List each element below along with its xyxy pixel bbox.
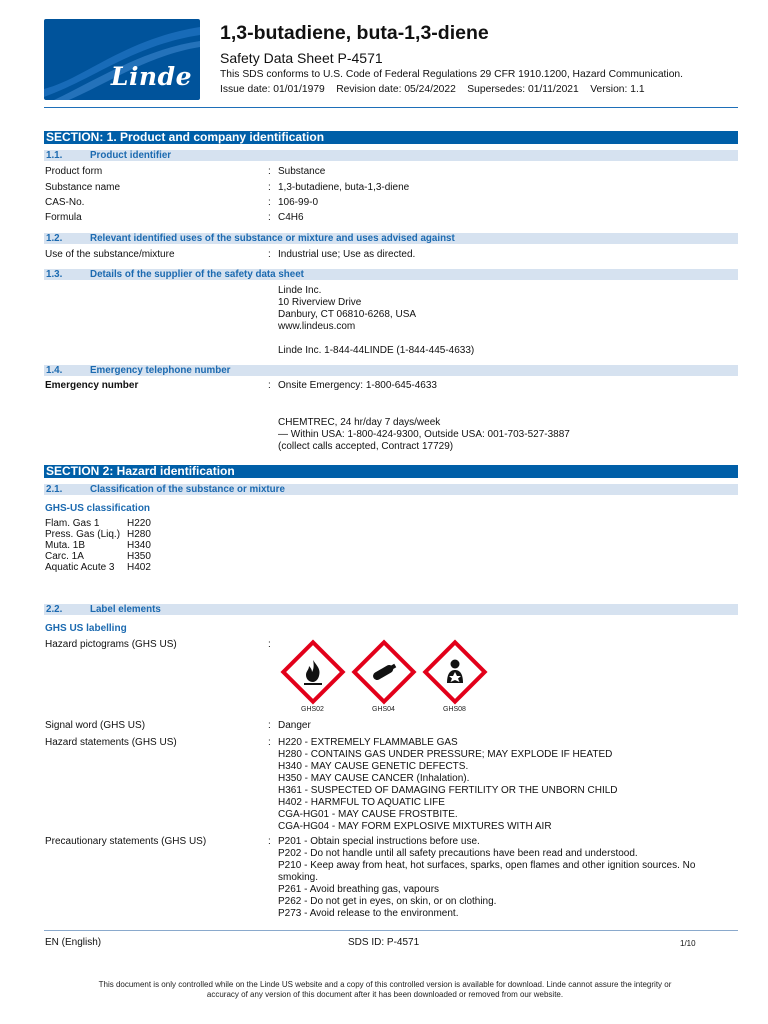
precautionary-statement: P210 - Keep away from heat, hot surfaces, sparks, open flames and other ignition sources. No bbox=[278, 860, 696, 871]
chemtrec-line-1: CHEMTREC, 24 hr/day 7 days/week bbox=[278, 417, 441, 428]
supplier-website: www.lindeus.com bbox=[278, 321, 356, 332]
disclaimer-line: accuracy of any version of this document after it has been downloaded or removed from our website. bbox=[206, 990, 564, 999]
document-subtitle: Safety Data Sheet P-4571 bbox=[220, 50, 383, 66]
precautionary-statement: P202 - Do not handle until all safety precautions have been read and understood. bbox=[278, 848, 638, 859]
subsection-1-1-header bbox=[44, 150, 738, 161]
logo-wordmark: Linde bbox=[110, 62, 192, 91]
subsection-2-2-header bbox=[44, 604, 738, 615]
subsection-number: 2.2. bbox=[46, 604, 63, 615]
section-2-header: SECTION 2: Hazard identification bbox=[44, 465, 738, 478]
supplier-name: Linde Inc. bbox=[278, 285, 322, 296]
emergency-label: Emergency number bbox=[45, 380, 139, 391]
emergency-value: Onsite Emergency: 1-800-645-4633 bbox=[278, 380, 437, 391]
hazard-statement: H220 - EXTREMELY FLAMMABLE GAS bbox=[278, 737, 458, 748]
product-form-label: Product form bbox=[45, 166, 103, 177]
precautionary-statement: P273 - Avoid release to the environment. bbox=[278, 908, 459, 919]
section-1-header: SECTION: 1. Product and company identification bbox=[44, 131, 738, 144]
ghs-labelling-title: GHS US labelling bbox=[45, 623, 127, 634]
colon: : bbox=[268, 720, 271, 731]
subsection-title: Relevant identified uses of the substance or mixture and uses advised against bbox=[90, 233, 455, 244]
subsection-number: 1.4. bbox=[46, 365, 63, 376]
hazard-statement: H402 - HARMFUL TO AQUATIC LIFE bbox=[278, 797, 445, 808]
precautionary-statement: P201 - Obtain special instructions before use. bbox=[278, 836, 480, 847]
linde-logo bbox=[44, 19, 200, 100]
signal-word-value: Danger bbox=[278, 720, 311, 731]
classification-row: Muta. 1B H340 bbox=[45, 540, 151, 551]
precautionary-statement: P262 - Do not get in eyes, on skin, or on clothing. bbox=[278, 896, 497, 907]
pictogram-code: GHS02 bbox=[301, 706, 324, 713]
colon: : bbox=[268, 836, 271, 847]
classification-row: Carc. 1A H350 bbox=[45, 551, 151, 562]
chemtrec-line-2: — Within USA: 1-800-424-9300, Outside USA: 001-703-527-3887 bbox=[278, 429, 570, 440]
colon: : bbox=[268, 737, 271, 748]
formula-label: Formula bbox=[45, 212, 82, 223]
subsection-title: Details of the supplier of the safety data sheet bbox=[90, 269, 304, 280]
flame-icon bbox=[290, 649, 336, 695]
subsection-1-4-header bbox=[44, 365, 738, 376]
use-value: Industrial use; Use as directed. bbox=[278, 249, 416, 260]
subsection-number: 1.3. bbox=[46, 269, 63, 280]
hazard-statement: CGA-HG01 - MAY CAUSE FROSTBITE. bbox=[278, 809, 458, 820]
footer-language: EN (English) bbox=[45, 937, 102, 948]
header-divider bbox=[44, 107, 738, 108]
precautionary-statement: P261 - Avoid breathing gas, vapours bbox=[278, 884, 440, 895]
cas-label: CAS-No. bbox=[45, 197, 85, 208]
cas-value: 106-99-0 bbox=[278, 197, 319, 208]
supplier-city: Danbury, CT 06810-6268, USA bbox=[278, 309, 417, 320]
substance-name-label: Substance name bbox=[45, 182, 121, 193]
subsection-number: 1.2. bbox=[46, 233, 63, 244]
classification-row: Press. Gas (Liq.) H280 bbox=[45, 529, 151, 540]
subsection-title: Classification of the substance or mixture bbox=[90, 484, 285, 495]
substance-name-value: 1,3-butadiene, buta-1,3-diene bbox=[278, 182, 410, 193]
colon: : bbox=[268, 212, 271, 223]
subsection-1-3-header bbox=[44, 269, 738, 280]
hazard-statement: H350 - MAY CAUSE CANCER (Inhalation). bbox=[278, 773, 470, 784]
document-title: 1,3-butadiene, buta-1,3-diene bbox=[220, 22, 489, 44]
colon: : bbox=[268, 182, 271, 193]
use-label: Use of the substance/mixture bbox=[45, 249, 175, 260]
colon: : bbox=[268, 380, 271, 391]
conformance-note: This SDS conforms to U.S. Code of Federal Regulations 29 CFR 1910.1200, Hazard Communication. bbox=[220, 69, 684, 80]
footer-divider bbox=[44, 930, 738, 931]
hazard-statements-label: Hazard statements (GHS US) bbox=[45, 737, 177, 748]
revision-info: Issue date: 01/01/1979 Revision date: 05/24/2022 Supersedes: 01/11/2021 Version: 1.1 bbox=[220, 84, 645, 95]
footer-disclaimer bbox=[60, 980, 710, 1000]
pictogram-code: GHS08 bbox=[443, 706, 466, 713]
hazard-statement: CGA-HG04 - MAY FORM EXPLOSIVE MIXTURES WITH AIR bbox=[278, 821, 552, 832]
subsection-number: 1.1. bbox=[46, 150, 63, 161]
hazard-statement: H280 - CONTAINS GAS UNDER PRESSURE; MAY EXPLODE IF HEATED bbox=[278, 749, 613, 760]
supplier-phone: Linde Inc. 1-844-44LINDE (1-844-445-4633) bbox=[278, 345, 475, 356]
classification-row: Aquatic Acute 3 H402 bbox=[45, 562, 151, 573]
disclaimer-line: This document is only controlled while on the Linde US website and a copy of this controlled version is available for download. Linde cannot assure the integrity or bbox=[98, 980, 672, 989]
subsection-1-2-header bbox=[44, 233, 738, 244]
subsection-title: Emergency telephone number bbox=[90, 365, 231, 376]
pictogram-code: GHS04 bbox=[372, 706, 395, 713]
ghs-classification-title: GHS-US classification bbox=[45, 503, 151, 514]
gas-cylinder-icon bbox=[361, 649, 407, 695]
health-hazard-icon bbox=[432, 649, 478, 695]
colon: : bbox=[268, 249, 271, 260]
signal-word-label: Signal word (GHS US) bbox=[45, 720, 146, 731]
subsection-title: Label elements bbox=[90, 604, 161, 615]
footer-page-number: 1/10 bbox=[680, 939, 696, 948]
precautionary-statements-label: Precautionary statements (GHS US) bbox=[45, 836, 207, 847]
chemtrec-line-3: (collect calls accepted, Contract 17729) bbox=[278, 441, 454, 452]
hazard-statement: H340 - MAY CAUSE GENETIC DEFECTS. bbox=[278, 761, 469, 772]
subsection-number: 2.1. bbox=[46, 484, 63, 495]
colon: : bbox=[268, 639, 271, 650]
ghs-classification-list bbox=[45, 518, 151, 573]
product-form-value: Substance bbox=[278, 166, 326, 177]
classification-row: Flam. Gas 1 H220 bbox=[45, 518, 151, 529]
subsection-title: Product identifier bbox=[90, 150, 172, 161]
colon: : bbox=[268, 197, 271, 208]
pictograms-label: Hazard pictograms (GHS US) bbox=[45, 639, 177, 650]
colon: : bbox=[268, 166, 271, 177]
supplier-street: 10 Riverview Drive bbox=[278, 297, 362, 308]
footer-sds-id: SDS ID: P-4571 bbox=[348, 937, 420, 948]
formula-value: C4H6 bbox=[278, 212, 304, 223]
subsection-2-1-header bbox=[44, 484, 738, 495]
hazard-statement: H361 - SUSPECTED OF DAMAGING FERTILITY OR THE UNBORN CHILD bbox=[278, 785, 618, 796]
precautionary-statement: smoking. bbox=[278, 872, 319, 883]
